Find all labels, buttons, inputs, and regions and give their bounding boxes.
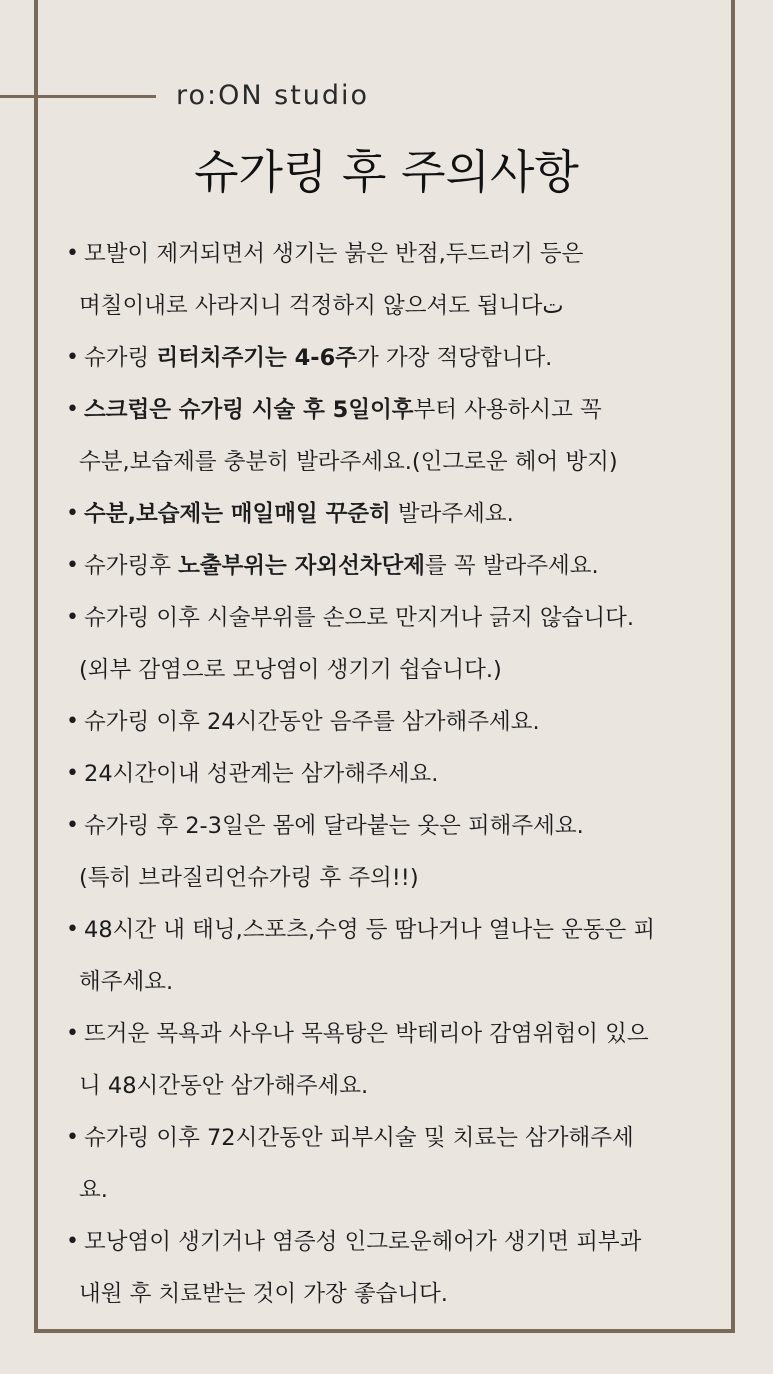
- bullet-icon: •: [66, 917, 79, 942]
- note-text: 내원 후 치료받는 것이 가장 좋습니다.: [79, 1281, 448, 1307]
- note-line: [64, 1008, 730, 1060]
- note-line: [64, 332, 730, 384]
- note-text: 해주세요.: [79, 969, 174, 995]
- note-text: 24시간이내 성관계는 삼가해주세요.: [84, 761, 439, 787]
- note-text: 모발이 제거되면서 생기는 붉은 반점,두드러기 등은: [84, 241, 584, 267]
- bullet-icon: •: [66, 345, 79, 370]
- care-note-item: [64, 800, 730, 904]
- bullet-icon: •: [66, 397, 79, 422]
- note-continuation-line: [64, 644, 730, 696]
- care-note-item: [64, 332, 730, 384]
- note-text: 슈가링 후 2-3일은 몸에 달라붙는 옷은 피해주세요.: [84, 813, 584, 839]
- care-note-item: [64, 384, 730, 488]
- note-text: 슈가링후: [84, 553, 179, 579]
- care-note-item: [64, 1112, 730, 1216]
- care-note-item: [64, 488, 730, 540]
- care-note-item: [64, 592, 730, 696]
- note-continuation-line: [64, 1164, 730, 1216]
- note-line: [64, 1112, 730, 1164]
- note-line: [64, 696, 730, 748]
- note-text: 슈가링 이후 24시간동안 음주를 삼가해주세요.: [84, 709, 540, 735]
- bullet-icon: •: [66, 501, 79, 526]
- care-note-item: [64, 1008, 730, 1112]
- bullet-icon: •: [66, 813, 79, 838]
- note-line: [64, 488, 730, 540]
- note-line: [64, 1216, 730, 1268]
- note-emphasis: 노출부위는 자외선차단제: [178, 553, 426, 579]
- care-note-item: [64, 696, 730, 748]
- care-note-item: [64, 540, 730, 592]
- note-line: [64, 228, 730, 280]
- note-text: 요.: [79, 1177, 108, 1203]
- note-text: 슈가링: [84, 345, 157, 371]
- note-continuation-line: [64, 280, 730, 332]
- note-text: (외부 감염으로 모낭염이 생기기 쉽습니다.): [79, 657, 502, 683]
- care-note-item: [64, 1216, 730, 1320]
- note-text: 를 꼭 발라주세요.: [425, 553, 599, 579]
- brand-divider: [0, 95, 156, 98]
- bullet-icon: •: [66, 709, 79, 734]
- note-text: 48시간 내 태닝,스포츠,수영 등 땀나거나 열나는 운동은 피: [84, 917, 656, 943]
- bullet-icon: •: [66, 553, 79, 578]
- note-text: 뜨거운 목욕과 사우나 목욕탕은 박테리아 감염위험이 있으: [84, 1021, 649, 1047]
- note-continuation-line: [64, 956, 730, 1008]
- bullet-icon: •: [66, 761, 79, 786]
- care-notes-list: [64, 228, 730, 1320]
- note-text: 니 48시간동안 삼가해주세요.: [79, 1073, 369, 1099]
- note-line: [64, 592, 730, 644]
- care-note-item: [64, 748, 730, 800]
- note-text: (특히 브라질리언슈가링 후 주의!!): [79, 865, 419, 891]
- bullet-icon: •: [66, 1125, 79, 1150]
- note-line: [64, 904, 730, 956]
- note-text: 모낭염이 생기거나 염증성 인그로운헤어가 생기면 피부과: [84, 1229, 642, 1255]
- note-emphasis: 스크럽은 슈가링 시술 후 5일이후: [84, 397, 414, 423]
- note-emphasis: 수분,보습제는 매일매일 꾸준히: [84, 501, 391, 527]
- care-note-item: [64, 228, 730, 332]
- page-title: 슈가링 후 주의사항: [194, 145, 579, 199]
- note-text: 수분,보습제를 충분히 발라주세요.(인그로운 헤어 방지): [79, 449, 618, 475]
- note-continuation-line: [64, 1268, 730, 1320]
- note-line: [64, 800, 730, 852]
- note-line: [64, 384, 730, 436]
- note-line: [64, 540, 730, 592]
- note-continuation-line: [64, 852, 730, 904]
- brand-name: ro:ON studio: [176, 80, 370, 111]
- note-continuation-line: [64, 436, 730, 488]
- care-note-item: [64, 904, 730, 1008]
- note-line: [64, 748, 730, 800]
- bullet-icon: •: [66, 1021, 79, 1046]
- note-text: 가 가장 적당합니다.: [357, 345, 553, 371]
- note-text: 며칠이내로 사라지니 걱정하지 않으셔도 됩니다ت: [79, 293, 564, 319]
- note-emphasis: 리터치주기는 4-6주: [156, 345, 357, 371]
- bullet-icon: •: [66, 1229, 79, 1254]
- note-text: 부터 사용하시고 꼭: [413, 397, 602, 423]
- note-text: 발라주세요.: [390, 501, 514, 527]
- note-continuation-line: [64, 1060, 730, 1112]
- bullet-icon: •: [66, 605, 79, 630]
- note-text: 슈가링 이후 72시간동안 피부시술 및 치료는 삼가해주세: [84, 1125, 634, 1151]
- note-text: 슈가링 이후 시술부위를 손으로 만지거나 긁지 않습니다.: [84, 605, 634, 631]
- bullet-icon: •: [66, 241, 79, 266]
